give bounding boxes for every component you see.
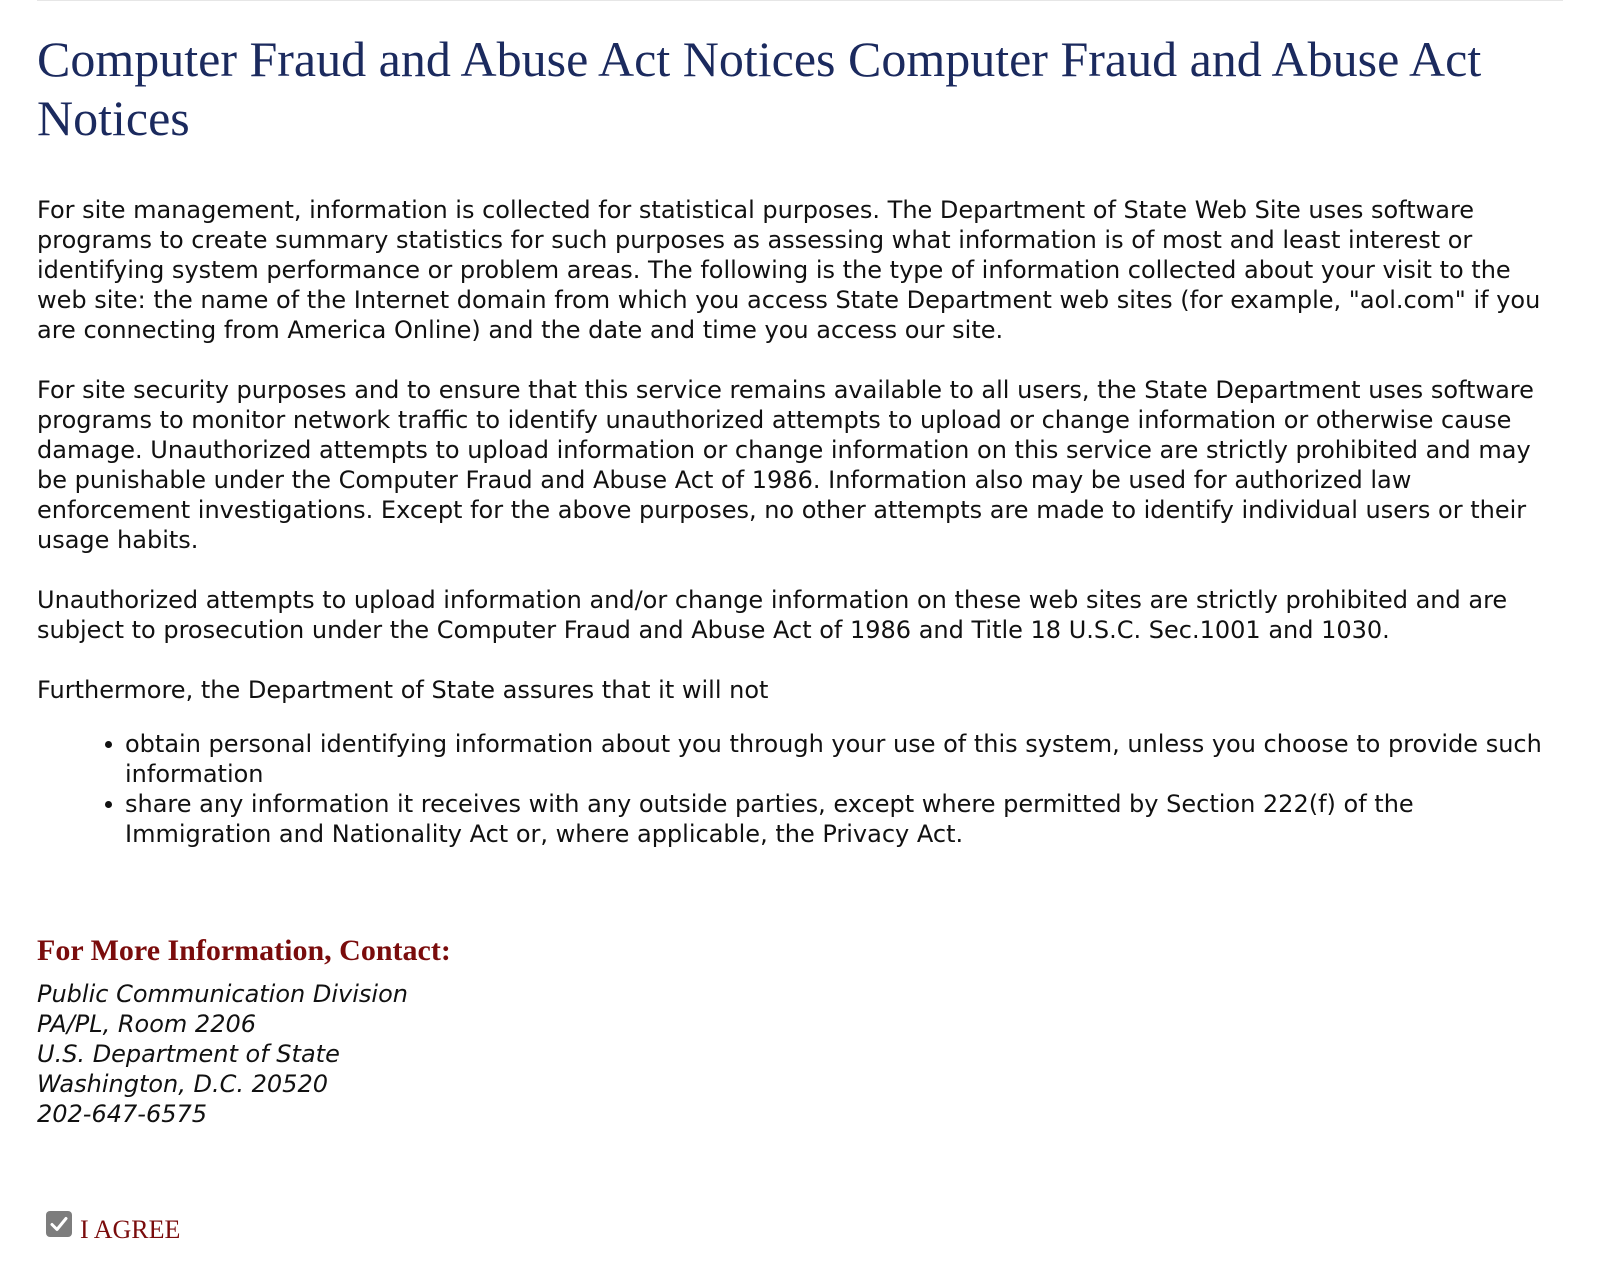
- page-title: Computer Fraud and Abuse Act Notices Computer Fraud and Abuse Act Notices: [37, 31, 1482, 146]
- address-line: Washington, D.C. 20520: [37, 1070, 328, 1098]
- checkmark-icon: [49, 1214, 69, 1234]
- address-line: U.S. Department of State: [37, 1040, 340, 1068]
- phone-number: 202-647-6575: [37, 1100, 208, 1128]
- list-item: [125, 729, 1567, 789]
- address-line: Public Communication Division: [37, 980, 408, 1008]
- bullet-icon: [105, 801, 112, 808]
- agree-label[interactable]: I AGREE: [80, 1215, 181, 1244]
- address-line: PA/PL, Room 2206: [37, 1010, 257, 1038]
- paragraph-assurance-intro: Furthermore, the Department of State assures that it will not: [37, 676, 769, 704]
- checkbox-checked-icon[interactable]: [46, 1211, 72, 1237]
- list-item: [125, 789, 1567, 849]
- list-item-text: obtain personal identifying information about you through your use of this system, unless you choose to provide such information: [125, 730, 1542, 788]
- list-item-text: share any information it receives with any outside parties, except where permitted by Section 222(f) of the Immigration and Nationality Act or, where applicable, the Privacy Act.: [125, 790, 1414, 848]
- contact-heading: For More Information, Contact:: [37, 934, 451, 967]
- paragraph-unauthorized-attempts: Unauthorized attempts to upload information and/or change information on these web sites are strictly prohibited and are subject to prosecution under the Computer Fraud and Abuse Act of 1986 and Title 18 U.S.C. Sec.1001 and 1030.: [37, 586, 1508, 644]
- agree-checkbox-row[interactable]: [46, 1203, 180, 1245]
- contact-address: [37, 979, 1567, 1129]
- page-content: [37, 0, 1567, 1129]
- paragraph-site-management: For site management, information is collected for statistical purposes. The Department of State Web Site uses software programs to create summary statistics for such purposes as assessing what information is of most and least interest or identifying system performance or problem areas. The following is the type of information collected about your visit to the web site: the name of the Internet domain from which you access State Department web sites (for example, "aol.com" if you are connecting from America Online) and the date and time you access our site.: [37, 196, 1541, 344]
- assurance-list: [37, 729, 1567, 849]
- bullet-icon: [105, 741, 112, 748]
- paragraph-site-security: For site security purposes and to ensure that this service remains available to all users, the State Department uses software programs to monitor network traffic to identify unauthorized attempts to upload or change information or otherwise cause damage. Unauthorized attempts to upload information or change information on this service are strictly prohibited and may be punishable under the Computer Fraud and Abuse Act of 1986. Information also may be used for authorized law enforcement investigations. Except for the above purposes, no other attempts are made to identify individual users or their usage habits.: [37, 376, 1534, 554]
